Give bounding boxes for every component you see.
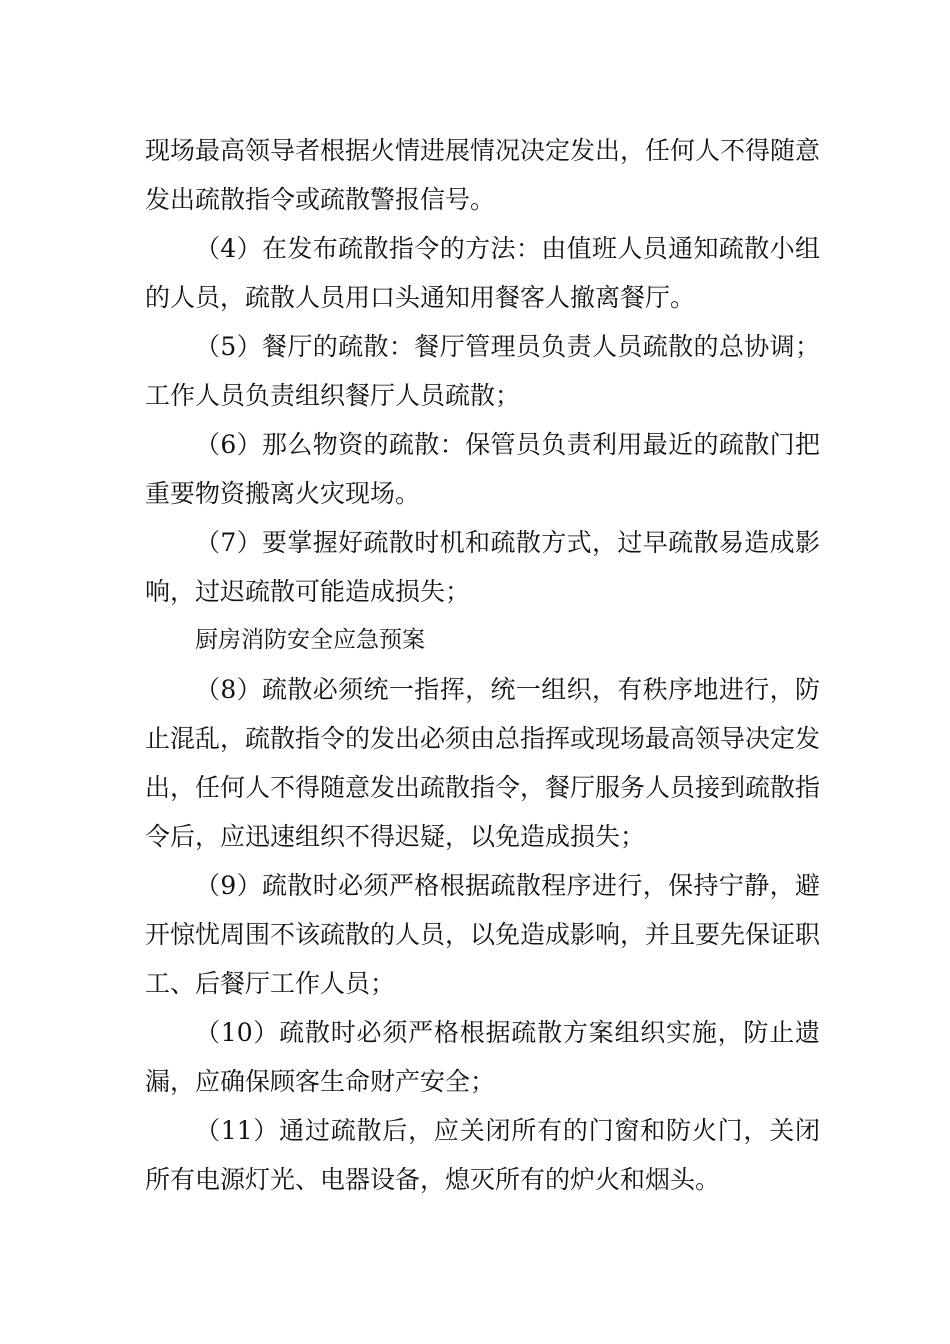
paragraph-3: （5）餐厅的疏散：餐厅管理员负责人员疏散的总协调；工作人员负责组织餐厅人员疏散； <box>145 332 820 410</box>
paragraph-9: （11）通过疏散后，应关闭所有的门窗和防火门，关闭所有电源灯光、电器设备，熄灭所有的炉火和烟头。 <box>145 1116 820 1194</box>
paragraph-4: （6）那么物资的疏散：保管员负责利用最近的疏散门把重要物资搬离火灾现场。 <box>145 430 820 508</box>
paragraph-8: （10）疏散时必须严格根据疏散方案组织实施，防止遗漏，应确保顾客生命财产安全； <box>145 1018 820 1096</box>
paragraph-7: （9）疏散时必须严格根据疏散程序进行，保持宁静，避开惊忧周围不该疏散的人员，以免造成影响，并且要先保证职工、后餐厅工作人员； <box>145 871 821 998</box>
paragraph-1: 现场最高领导者根据火情进展情况决定发出，任何人不得随意发出疏散指令或疏散警报信号。 <box>145 136 821 214</box>
section-heading: 厨房消防安全应急预案 <box>195 627 425 653</box>
paragraph-6: （8）疏散必须统一指挥，统一组织，有秩序地进行，防止混乱，疏散指令的发出必须由总指挥或现场最高领导决定发出，任何人不得随意发出疏散指令，餐厅服务人员接到疏散指令后，应迅速组织不得迟疑，以免造成损失； <box>145 675 821 851</box>
paragraph-2: （4）在发布疏散指令的方法：由值班人员通知疏散小组的人员，疏散人员用口头通知用餐客人撤离餐厅。 <box>145 234 820 312</box>
paragraph-5: （7）要掌握好疏散时机和疏散方式，过早疏散易造成影响，过迟疏散可能造成损失； <box>145 528 820 606</box>
document-body <box>145 126 820 1204</box>
